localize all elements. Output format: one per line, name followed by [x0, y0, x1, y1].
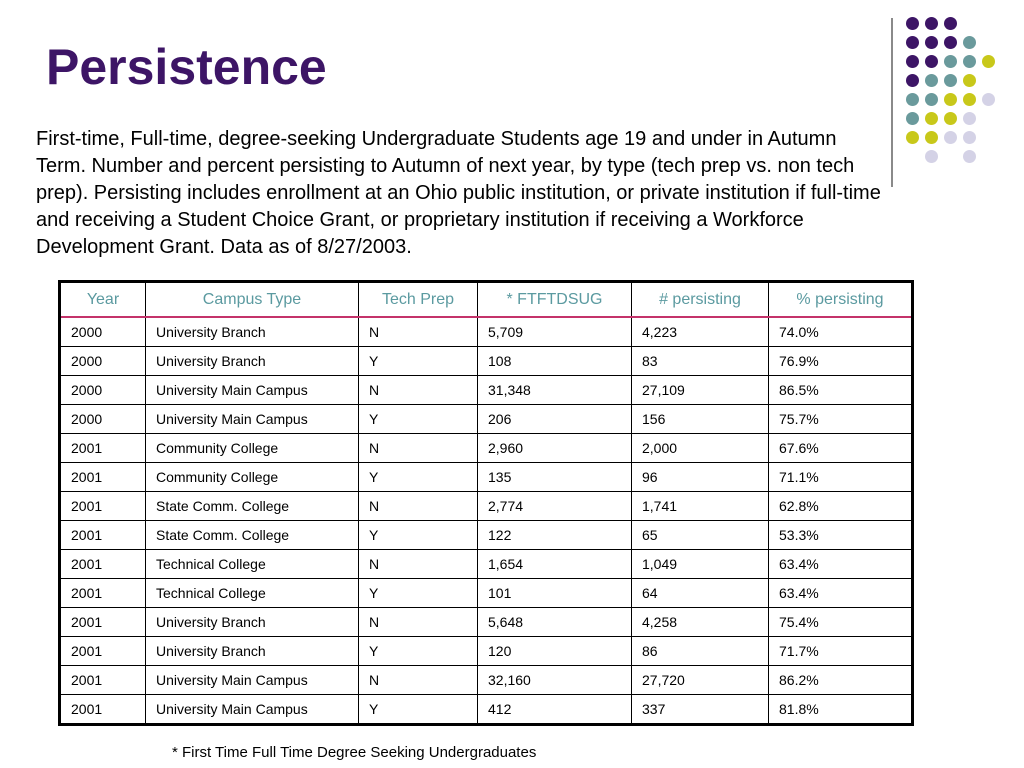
cell-pct-persisting: 86.5%	[769, 376, 913, 405]
cell-num-persisting: 65	[632, 521, 769, 550]
cell-pct-persisting: 53.3%	[769, 521, 913, 550]
decorative-dot	[944, 131, 957, 144]
cell-year: 2001	[60, 463, 146, 492]
cell-ftftdsug: 2,774	[478, 492, 632, 521]
table-row	[60, 579, 913, 608]
cell-year: 2001	[60, 695, 146, 725]
decorative-dot	[963, 112, 976, 125]
cell-year: 2001	[60, 637, 146, 666]
table-row	[60, 695, 913, 725]
cell-ftftdsug: 101	[478, 579, 632, 608]
cell-year: 2001	[60, 550, 146, 579]
cell-campus-type: Technical College	[146, 550, 359, 579]
decorative-dot	[944, 112, 957, 125]
cell-campus-type: Technical College	[146, 579, 359, 608]
cell-campus-type: Community College	[146, 434, 359, 463]
cell-tech-prep: N	[359, 550, 478, 579]
cell-campus-type: University Branch	[146, 347, 359, 376]
cell-tech-prep: Y	[359, 405, 478, 434]
table-row	[60, 608, 913, 637]
column-header-year: Year	[60, 282, 146, 318]
cell-tech-prep: Y	[359, 347, 478, 376]
column-header-tech-prep: Tech Prep	[359, 282, 478, 318]
table-row	[60, 521, 913, 550]
cell-pct-persisting: 76.9%	[769, 347, 913, 376]
table-row	[60, 550, 913, 579]
decorative-dot	[982, 93, 995, 106]
decorative-dot	[925, 36, 938, 49]
cell-ftftdsug: 412	[478, 695, 632, 725]
cell-tech-prep: Y	[359, 637, 478, 666]
cell-num-persisting: 4,258	[632, 608, 769, 637]
cell-year: 2001	[60, 492, 146, 521]
decorative-dot	[906, 74, 919, 87]
decorative-dot	[963, 93, 976, 106]
cell-ftftdsug: 1,654	[478, 550, 632, 579]
decorative-dot	[963, 150, 976, 163]
decorative-dot	[982, 55, 995, 68]
cell-pct-persisting: 63.4%	[769, 550, 913, 579]
table-row	[60, 347, 913, 376]
cell-campus-type: Community College	[146, 463, 359, 492]
cell-year: 2000	[60, 347, 146, 376]
cell-pct-persisting: 86.2%	[769, 666, 913, 695]
cell-tech-prep: Y	[359, 463, 478, 492]
cell-num-persisting: 1,049	[632, 550, 769, 579]
cell-num-persisting: 4,223	[632, 317, 769, 347]
decorative-dot	[925, 74, 938, 87]
column-header-num-persisting: # persisting	[632, 282, 769, 318]
decorative-dot	[906, 55, 919, 68]
table-row	[60, 405, 913, 434]
cell-pct-persisting: 74.0%	[769, 317, 913, 347]
cell-ftftdsug: 122	[478, 521, 632, 550]
cell-campus-type: University Main Campus	[146, 666, 359, 695]
decorative-dot	[925, 55, 938, 68]
cell-num-persisting: 156	[632, 405, 769, 434]
table-row	[60, 434, 913, 463]
decorative-dot-grid	[906, 10, 1016, 170]
table-row	[60, 492, 913, 521]
cell-tech-prep: N	[359, 317, 478, 347]
cell-year: 2000	[60, 405, 146, 434]
cell-pct-persisting: 75.7%	[769, 405, 913, 434]
cell-num-persisting: 1,741	[632, 492, 769, 521]
cell-num-persisting: 27,720	[632, 666, 769, 695]
column-header-ftftdsug: * FTFTDSUG	[478, 282, 632, 318]
cell-campus-type: University Branch	[146, 608, 359, 637]
decorative-dot	[906, 131, 919, 144]
decorative-dot	[944, 17, 957, 30]
cell-tech-prep: Y	[359, 695, 478, 725]
cell-ftftdsug: 32,160	[478, 666, 632, 695]
table-row	[60, 666, 913, 695]
cell-pct-persisting: 71.1%	[769, 463, 913, 492]
column-header-campus-type: Campus Type	[146, 282, 359, 318]
cell-num-persisting: 337	[632, 695, 769, 725]
decorative-dot	[906, 36, 919, 49]
decorative-dot	[925, 93, 938, 106]
cell-pct-persisting: 81.8%	[769, 695, 913, 725]
cell-tech-prep: N	[359, 608, 478, 637]
cell-pct-persisting: 63.4%	[769, 579, 913, 608]
cell-pct-persisting: 62.8%	[769, 492, 913, 521]
decorative-dot	[944, 74, 957, 87]
cell-ftftdsug: 5,648	[478, 608, 632, 637]
cell-num-persisting: 96	[632, 463, 769, 492]
table-row	[60, 463, 913, 492]
column-header-pct-persisting: % persisting	[769, 282, 913, 318]
persistence-table	[58, 280, 914, 726]
cell-year: 2001	[60, 521, 146, 550]
cell-campus-type: State Comm. College	[146, 492, 359, 521]
decorative-dot	[963, 131, 976, 144]
decorative-dot	[944, 55, 957, 68]
decorative-dot	[925, 150, 938, 163]
cell-year: 2000	[60, 317, 146, 347]
cell-tech-prep: N	[359, 434, 478, 463]
cell-tech-prep: N	[359, 376, 478, 405]
decorative-dot	[925, 17, 938, 30]
cell-year: 2001	[60, 666, 146, 695]
cell-campus-type: University Branch	[146, 637, 359, 666]
cell-tech-prep: Y	[359, 521, 478, 550]
cell-campus-type: State Comm. College	[146, 521, 359, 550]
decorative-dot	[963, 55, 976, 68]
cell-year: 2001	[60, 579, 146, 608]
table-row	[60, 376, 913, 405]
cell-num-persisting: 64	[632, 579, 769, 608]
cell-pct-persisting: 75.4%	[769, 608, 913, 637]
cell-pct-persisting: 71.7%	[769, 637, 913, 666]
cell-tech-prep: N	[359, 666, 478, 695]
slide-title: Persistence	[46, 39, 327, 95]
decorative-dot	[906, 17, 919, 30]
table-row	[60, 637, 913, 666]
decorative-dot	[944, 93, 957, 106]
decorative-dot	[925, 131, 938, 144]
cell-ftftdsug: 108	[478, 347, 632, 376]
table-header-row	[60, 282, 913, 318]
cell-num-persisting: 83	[632, 347, 769, 376]
cell-year: 2001	[60, 608, 146, 637]
slide-description: First-time, Full-time, degree-seeking Undergraduate Students age 19 and under in Autumn Term. Number and percent persisting to Autumn of next year, by type (tech prep vs. non tech prep). Persisting includes enrollment at an Ohio public institution, or private institution if full-time and receiving a Student Choice Grant, or proprietary institution if receiving a Workforce Development Grant. Data as of 8/27/2003.	[36, 128, 881, 258]
cell-tech-prep: N	[359, 492, 478, 521]
footnote: * First Time Full Time Degree Seeking Undergraduates	[172, 744, 537, 761]
cell-campus-type: University Main Campus	[146, 695, 359, 725]
decorative-dot	[963, 36, 976, 49]
cell-num-persisting: 86	[632, 637, 769, 666]
cell-ftftdsug: 135	[478, 463, 632, 492]
decorative-dot	[906, 93, 919, 106]
cell-num-persisting: 2,000	[632, 434, 769, 463]
cell-ftftdsug: 5,709	[478, 317, 632, 347]
decorative-dot	[944, 36, 957, 49]
cell-tech-prep: Y	[359, 579, 478, 608]
cell-campus-type: University Main Campus	[146, 376, 359, 405]
decorative-dot	[925, 112, 938, 125]
divider-line	[891, 18, 893, 187]
cell-year: 2001	[60, 434, 146, 463]
cell-campus-type: University Branch	[146, 317, 359, 347]
cell-ftftdsug: 120	[478, 637, 632, 666]
cell-campus-type: University Main Campus	[146, 405, 359, 434]
cell-pct-persisting: 67.6%	[769, 434, 913, 463]
cell-num-persisting: 27,109	[632, 376, 769, 405]
cell-year: 2000	[60, 376, 146, 405]
decorative-dot	[906, 112, 919, 125]
table-row	[60, 317, 913, 347]
cell-ftftdsug: 2,960	[478, 434, 632, 463]
cell-ftftdsug: 206	[478, 405, 632, 434]
cell-ftftdsug: 31,348	[478, 376, 632, 405]
decorative-dot	[963, 74, 976, 87]
